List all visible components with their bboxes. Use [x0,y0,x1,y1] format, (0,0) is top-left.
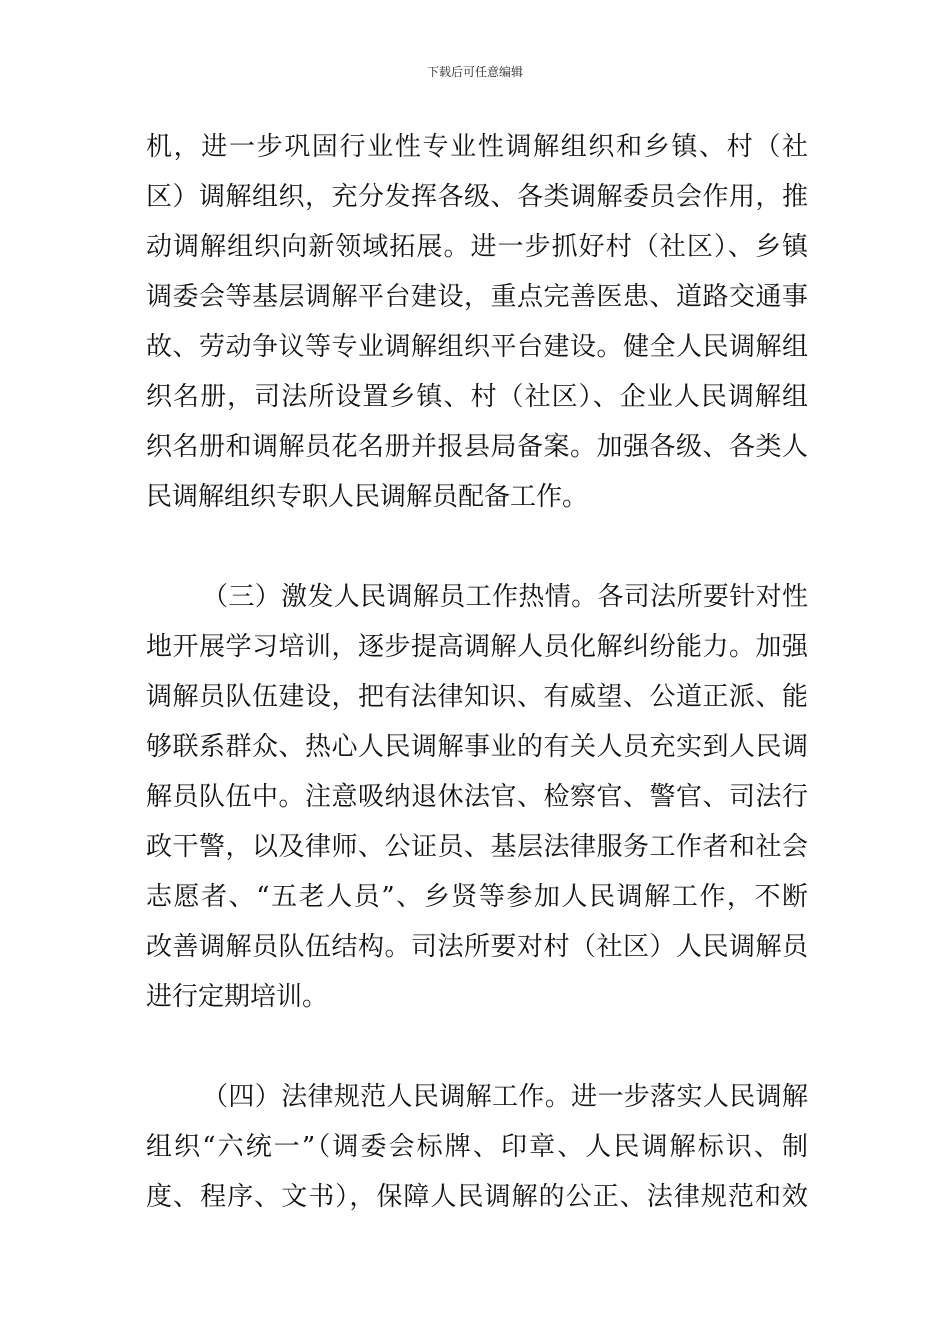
text-line: 够联系群众、热心人民调解事业的有关人员充实到人民调 [146,732,808,762]
text-line: 机，进一步巩固行业性专业性调解组织和乡镇、村（社 [146,132,808,162]
text-line: 进行定期培训。 [146,982,329,1012]
text-line: 调解员队伍建设，把有法律知识、有威望、公道正派、能 [146,682,808,712]
text-line: 政干警，以及律师、公证员、基层法律服务工作者和社会 [146,832,808,862]
text-line: （四）法律规范人民调解工作。进一步落实人民调解 [202,1082,808,1112]
text-line: 织名册，司法所设置乡镇、村（社区）、企业人民调解组 [146,382,808,412]
text-line: 民调解组织专职人民调解员配备工作。 [146,482,589,512]
paragraph-1 [146,122,808,522]
paragraph-3 [146,1072,808,1222]
text-line: 解员队伍中。注意吸纳退休法官、检察官、警官、司法行 [146,782,808,812]
text-line: 织名册和调解员花名册并报县局备案。加强各级、各类人 [146,432,808,462]
paragraph-spacer [146,1022,808,1072]
paragraph-spacer [146,522,808,572]
paragraph-2 [146,572,808,1022]
text-line: 地开展学习培训，逐步提高调解人员化解纠纷能力。加强 [146,632,808,662]
text-line: 组织“六统一”（调委会标牌、印章、人民调解标识、制 [146,1132,808,1162]
text-line: （三）激发人民调解员工作热情。各司法所要针对性 [202,582,808,612]
text-line: 区）调解组织，充分发挥各级、各类调解委员会作用，推 [146,182,808,212]
text-line: 度、程序、文书），保障人民调解的公正、法律规范和效 [146,1182,808,1212]
text-line: 故、劳动争议等专业调解组织平台建设。健全人民调解组 [146,332,808,362]
text-line: 调委会等基层调解平台建设，重点完善医患、道路交通事 [146,282,808,312]
text-line: 志愿者、“五老人员”、乡贤等参加人民调解工作，不断 [146,882,808,912]
page-header: 下载后可任意编辑 [426,65,523,79]
text-line: 动调解组织向新领域拓展。进一步抓好村（社区）、乡镇 [146,232,808,262]
document-body [146,122,808,1222]
text-line: 改善调解员队伍结构。司法所要对村（社区）人民调解员 [146,932,808,962]
